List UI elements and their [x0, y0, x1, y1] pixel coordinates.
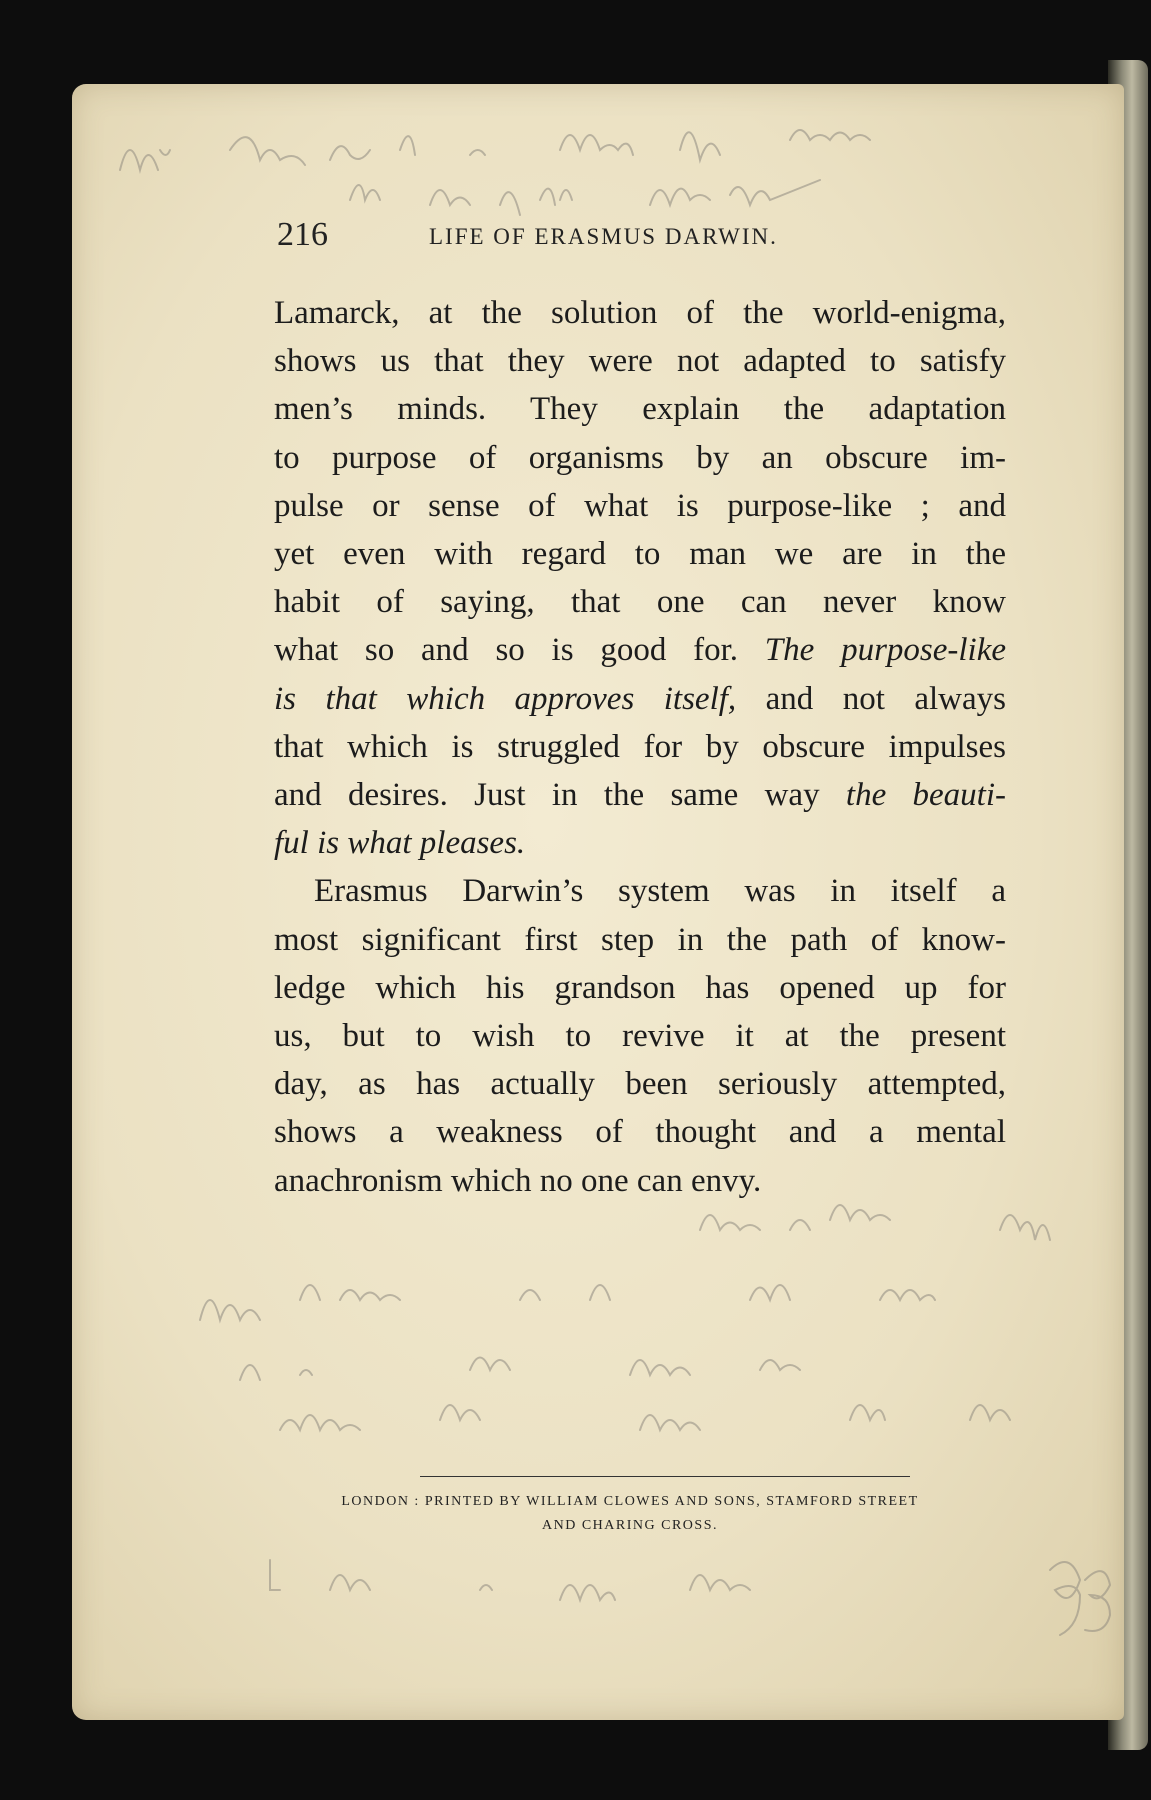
italic-fragment: The purpose-like: [764, 632, 1007, 669]
text-fragment: what so and so is good for.: [274, 632, 739, 669]
imprint-line-2: AND CHARING CROSS.: [542, 1518, 718, 1533]
page-header: [277, 216, 1007, 256]
text-line: day, as has actually been seriously attempted,: [274, 1066, 1006, 1103]
text-fragment: and not always: [765, 680, 1007, 717]
page-number: 216: [277, 216, 328, 253]
text-line: shows a weakness of thought and a mental: [274, 1114, 1006, 1151]
imprint-line-1: LONDON : PRINTED BY WILLIAM CLOWES AND SONS, STAMFORD STREET: [341, 1494, 919, 1509]
text-line: yet even with regard to man we are in the: [274, 536, 1006, 573]
text-line: anachronism which no one can envy.: [274, 1162, 762, 1199]
text-line: pulse or sense of what is purpose-like ; and: [274, 487, 1006, 524]
running-title: LIFE OF ERASMUS DARWIN.: [429, 224, 778, 249]
text-line: habit of saying, that one can never know: [274, 584, 1006, 621]
text-fragment: and desires. Just in the same way: [274, 777, 820, 814]
body-text: [274, 289, 1006, 1205]
text-line: Erasmus Darwin’s system was in itself a: [314, 873, 1006, 910]
text-line-mixed: [274, 771, 1006, 819]
text-line: most significant first step in the path of know-: [274, 921, 1006, 958]
text-line-mixed: [274, 675, 1006, 723]
text-line: shows us that they were not adapted to satisfy: [274, 343, 1006, 380]
italic-fragment: ful is what pleases.: [274, 825, 526, 862]
text-line: us, but to wish to revive it at the present: [274, 1018, 1006, 1055]
text-line-mixed: [274, 626, 1006, 674]
printer-imprint: [290, 1490, 970, 1538]
italic-fragment: the beauti-: [845, 777, 1007, 814]
imprint-rule: [420, 1476, 910, 1477]
italic-fragment: is that which approves itself,: [274, 680, 737, 717]
text-line: to purpose of organisms by an obscure im-: [274, 439, 1006, 476]
text-line: ledge which his grandson has opened up for: [274, 969, 1006, 1006]
text-line: men’s minds. They explain the adaptation: [274, 391, 1006, 428]
text-line: that which is struggled for by obscure impulses: [274, 728, 1006, 765]
text-line: Lamarck, at the solution of the world-enigma,: [274, 295, 1006, 331]
text-line: [274, 819, 1006, 867]
